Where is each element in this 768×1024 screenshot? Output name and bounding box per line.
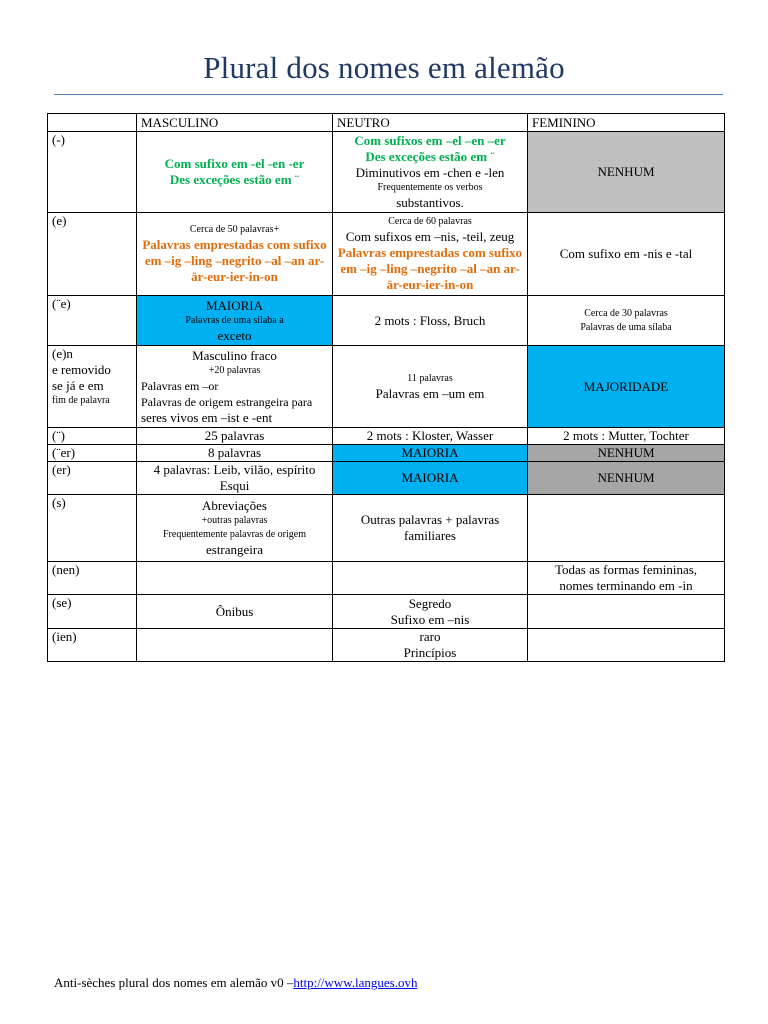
header-feminino: FEMININO	[528, 114, 725, 132]
row-label: (¨er)	[48, 445, 137, 462]
cell-feminino	[528, 595, 725, 629]
table-row	[48, 428, 725, 445]
cell-neutro: 2 mots : Floss, Bruch	[333, 296, 528, 346]
cell-masculino	[137, 562, 333, 595]
row-label: (e)	[48, 213, 137, 296]
row-label: (s)	[48, 495, 137, 562]
cell-masculino: Com sufixo em -el -en -er Des exceções estão em ¨	[137, 132, 333, 213]
cell-neutro: 11 palavras Palavras em –um em	[333, 346, 528, 428]
table-row	[48, 346, 725, 428]
cell-feminino: 2 mots : Mutter, Tochter	[528, 428, 725, 445]
table-row	[48, 495, 725, 562]
footer-link[interactable]: http://www.langues.ovh	[293, 975, 418, 990]
cell-neutro	[333, 562, 528, 595]
row-label: (er)	[48, 462, 137, 495]
cell-masculino: Ônibus	[137, 595, 333, 629]
cell-neutro: 2 mots : Kloster, Wasser	[333, 428, 528, 445]
row-label: (-)	[48, 132, 137, 213]
cell-feminino	[528, 495, 725, 562]
table-row	[48, 213, 725, 296]
row-label: (se)	[48, 595, 137, 629]
cell-masculino: 8 palavras	[137, 445, 333, 462]
cell-neutro: MAIORIA	[333, 445, 528, 462]
cell-neutro: Com sufixos em –el –en –er Des exceções estão em ¨ Diminutivos em -chen e -len Frequentemente os verbos substantivos.	[333, 132, 528, 213]
cell-masculino: Abreviações +outras palavras Frequentemente palavras de origem estrangeira	[137, 495, 333, 562]
cell-neutro: Cerca de 60 palavras Com sufixos em –nis, -teil, zeug Palavras emprestadas com sufixo em –ig –ling –negrito –al –an ar- är-eur-ier-in-on	[333, 213, 528, 296]
table-row	[48, 562, 725, 595]
header-empty	[48, 114, 137, 132]
row-label: (ien)	[48, 629, 137, 662]
plural-table	[47, 113, 725, 662]
row-label: (¨e)	[48, 296, 137, 346]
cell-masculino: Cerca de 50 palavras+ Palavras emprestadas com sufixo em –ig –ling –negrito –al –an ar- är-eur-ier-in-on	[137, 213, 333, 296]
table-header-row	[48, 114, 725, 132]
page-footer	[54, 975, 427, 991]
cell-feminino: NENHUM	[528, 132, 725, 213]
cell-feminino	[528, 629, 725, 662]
footer-text: Anti-sèches plural dos nomes em alemão v0 –	[54, 975, 294, 990]
cell-masculino: 4 palavras: Leib, vilão, espírito Esqui	[137, 462, 333, 495]
cell-masculino: Masculino fraco +20 palavras Palavras em –or Palavras de origem estrangeira para seres vivos em –ist e -ent	[137, 346, 333, 428]
cell-feminino: Com sufixo em -nis e -tal	[528, 213, 725, 296]
cell-neutro: raro Princípios	[333, 629, 528, 662]
table-row	[48, 629, 725, 662]
table-row	[48, 595, 725, 629]
cell-feminino: Cerca de 30 palavras Palavras de uma sílaba	[528, 296, 725, 346]
cell-masculino: 25 palavras	[137, 428, 333, 445]
header-masculino: MASCULINO	[137, 114, 333, 132]
row-label: (nen)	[48, 562, 137, 595]
cell-feminino: MAJORIDADE	[528, 346, 725, 428]
cell-feminino: NENHUM	[528, 445, 725, 462]
table-row	[48, 445, 725, 462]
page-title: Plural dos nomes em alemão	[203, 50, 565, 85]
table-row	[48, 296, 725, 346]
cell-neutro: Outras palavras + palavras familiares	[333, 495, 528, 562]
title-divider	[54, 94, 723, 95]
cell-masculino: MAIORIA Palavras de uma sílaba a exceto	[137, 296, 333, 346]
row-label: (e)n e removido se já e em fim de palavra	[48, 346, 137, 428]
table-row	[48, 462, 725, 495]
row-label: (¨)	[48, 428, 137, 445]
cell-neutro: Segredo Sufixo em –nis	[333, 595, 528, 629]
cell-neutro: MAIORIA	[333, 462, 528, 495]
header-neutro: NEUTRO	[333, 114, 528, 132]
cell-feminino: NENHUM	[528, 462, 725, 495]
cell-feminino: Todas as formas femininas, nomes terminando em -in	[528, 562, 725, 595]
cell-masculino	[137, 629, 333, 662]
table-row	[48, 132, 725, 213]
